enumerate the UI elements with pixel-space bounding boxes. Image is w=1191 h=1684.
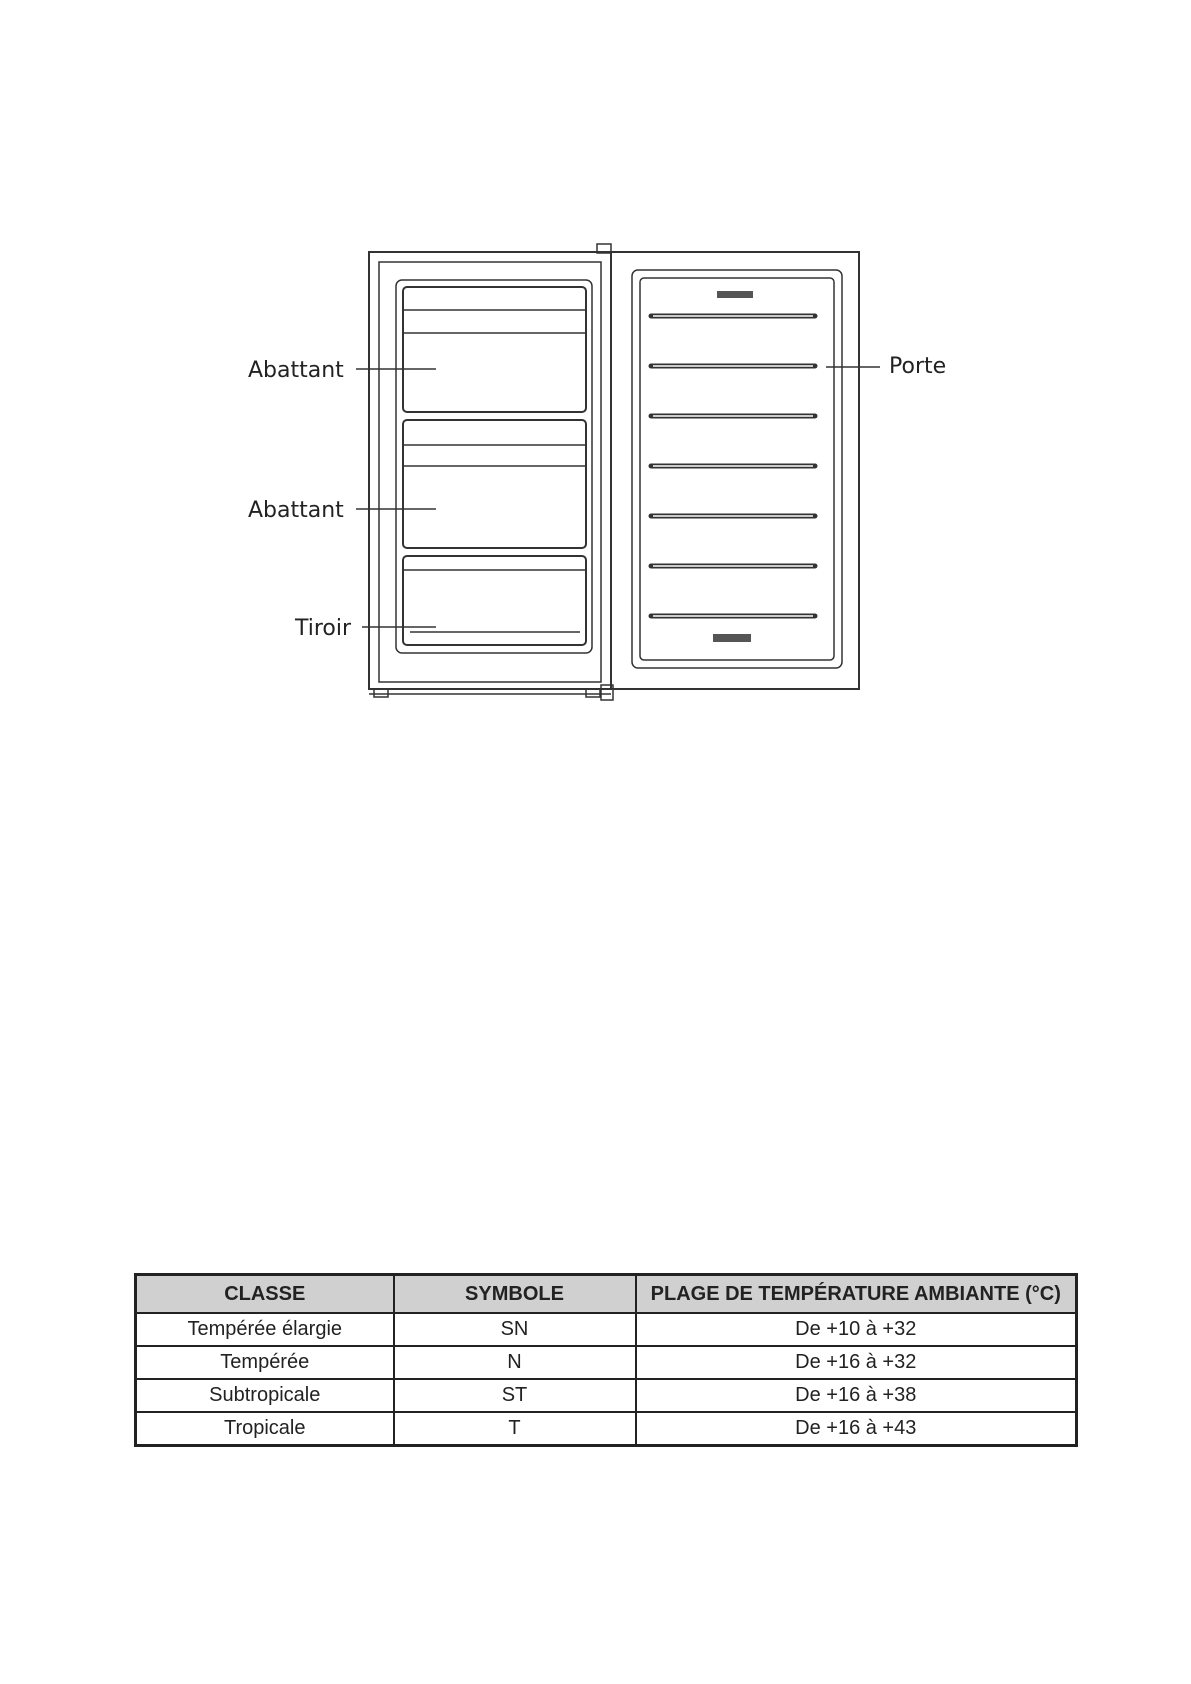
freezer-diagram <box>0 0 1191 740</box>
table-row <box>136 1346 1077 1379</box>
label-porte: Porte <box>889 354 947 379</box>
table-row <box>136 1313 1077 1346</box>
cell-classe: Tempérée <box>136 1346 394 1379</box>
label-tiroir: Tiroir <box>295 616 352 641</box>
climate-class-table <box>134 1273 1078 1447</box>
cell-classe: Subtropicale <box>136 1379 394 1412</box>
table-row <box>136 1379 1077 1412</box>
cell-plage: De +16 à +32 <box>636 1346 1077 1379</box>
table-header-row <box>136 1275 1077 1314</box>
door-gasket <box>632 270 842 668</box>
cell-symbole: T <box>394 1412 636 1446</box>
header-classe: CLASSE <box>136 1275 394 1314</box>
cell-plage: De +10 à +32 <box>636 1313 1077 1346</box>
flap-top <box>403 287 586 412</box>
cabinet-inner-frame <box>379 262 601 682</box>
cell-symbole: N <box>394 1346 636 1379</box>
header-plage: PLAGE DE TEMPÉRATURE AMBIANTE (°C) <box>636 1275 1077 1314</box>
cell-classe: Tropicale <box>136 1412 394 1446</box>
cabinet-body <box>369 252 611 689</box>
cell-classe: Tempérée élargie <box>136 1313 394 1346</box>
table-row <box>136 1412 1077 1446</box>
cell-plage: De +16 à +43 <box>636 1412 1077 1446</box>
header-symbole: SYMBOLE <box>394 1275 636 1314</box>
cell-symbole: ST <box>394 1379 636 1412</box>
label-abattant-top: Abattant <box>248 358 344 383</box>
cell-symbole: SN <box>394 1313 636 1346</box>
label-abattant-middle: Abattant <box>248 498 344 523</box>
flap-middle <box>403 420 586 548</box>
cell-plage: De +16 à +38 <box>636 1379 1077 1412</box>
